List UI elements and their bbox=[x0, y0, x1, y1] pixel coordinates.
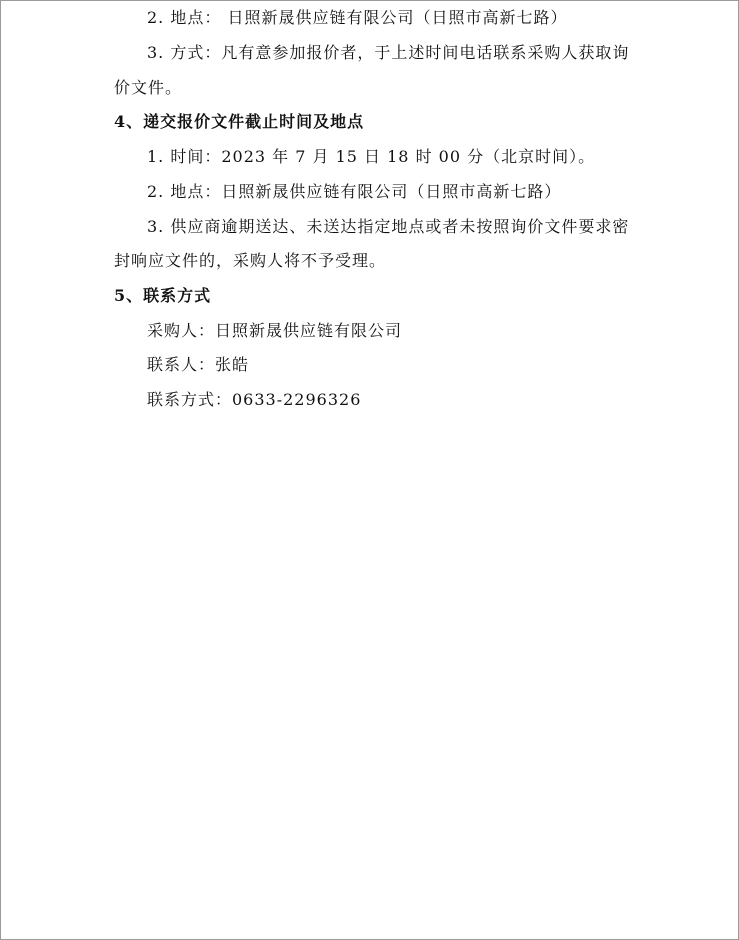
section4-heading: 4、递交报价文件截止时间及地点 bbox=[114, 112, 365, 131]
section3-item3-method: 3. 方式：凡有意参加报价者，于上述时间电话联系采购人获取询 bbox=[147, 43, 630, 62]
section4-item1-time: 1. 时间：2023 年 7 月 15 日 18 时 00 分（北京时间）。 bbox=[147, 147, 596, 166]
section4-item2-location: 2. 地点：日照新晟供应链有限公司（日照市高新七路） bbox=[147, 182, 562, 201]
contact-person-line: 联系人：张皓 bbox=[147, 355, 250, 374]
purchaser-line: 采购人：日照新晟供应链有限公司 bbox=[147, 321, 403, 340]
section4-item3-late-submission: 3. 供应商逾期送达、未送达指定地点或者未按照询价文件要求密 bbox=[147, 217, 630, 236]
contact-phone-line: 联系方式：0633-2296326 bbox=[147, 390, 362, 409]
section3-item2-location: 2. 地点： 日照新晟供应链有限公司（日照市高新七路） bbox=[147, 8, 568, 27]
section3-item3-method-continued: 价文件。 bbox=[114, 78, 183, 97]
section5-heading: 5、联系方式 bbox=[114, 286, 212, 305]
section4-item3-late-submission-continued: 封响应文件的，采购人将不予受理。 bbox=[114, 251, 387, 270]
